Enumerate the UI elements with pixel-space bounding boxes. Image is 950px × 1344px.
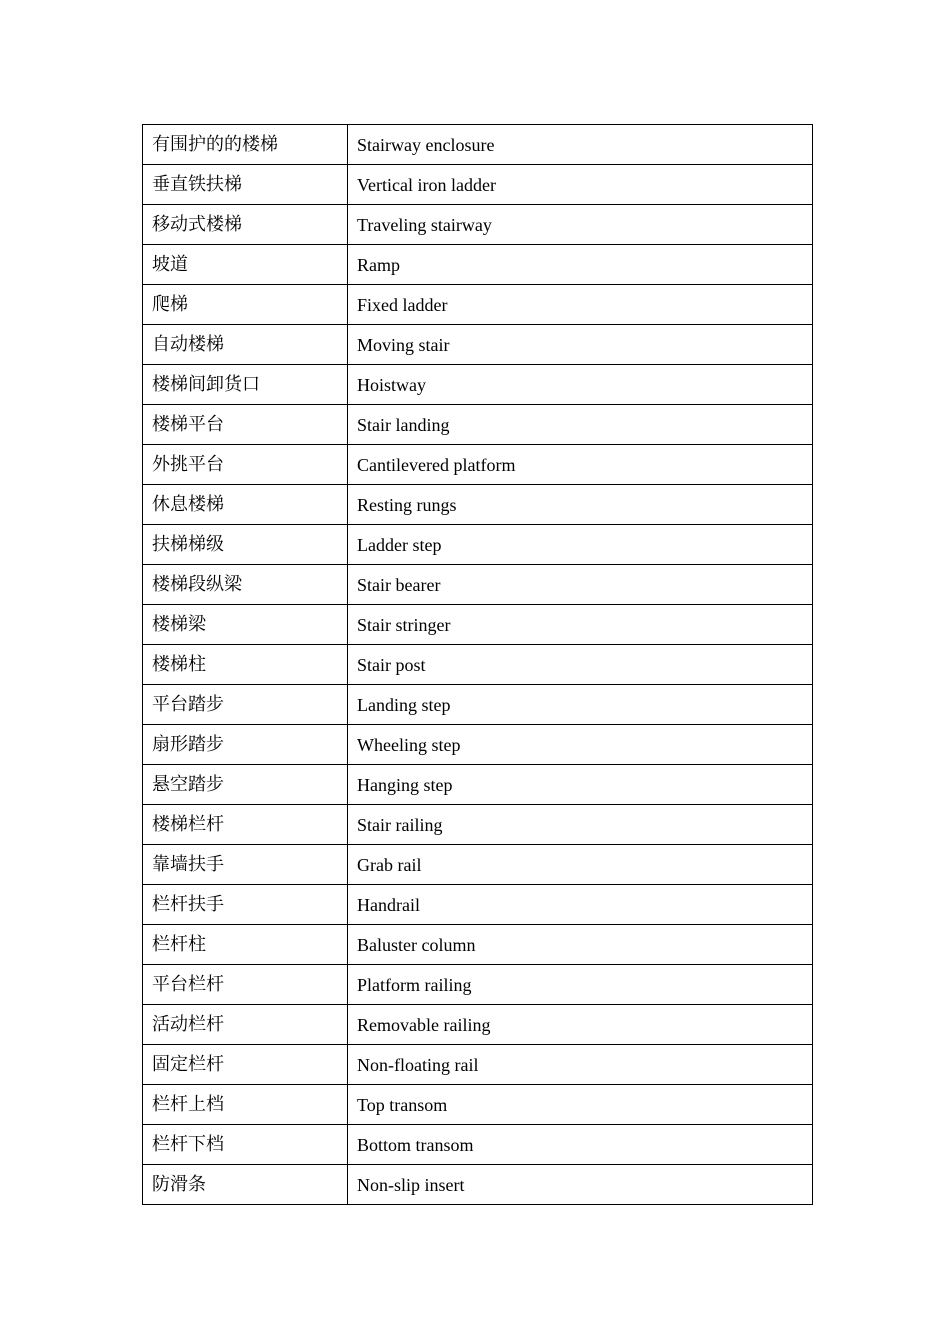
table-row [143, 1005, 813, 1045]
table-row [143, 645, 813, 685]
chinese-term-cell: 有围护的的楼梯 [143, 125, 348, 165]
english-term-cell: Stair railing [348, 805, 813, 845]
english-term-cell: Ladder step [348, 525, 813, 565]
english-term-cell: Ramp [348, 245, 813, 285]
table-row [143, 525, 813, 565]
english-term-cell: Grab rail [348, 845, 813, 885]
chinese-term-cell: 栏杆上档 [143, 1085, 348, 1125]
chinese-term-cell: 扶梯梯级 [143, 525, 348, 565]
chinese-term-cell: 活动栏杆 [143, 1005, 348, 1045]
english-term-cell: Hoistway [348, 365, 813, 405]
chinese-term-cell: 扇形踏步 [143, 725, 348, 765]
chinese-term-cell: 防滑条 [143, 1165, 348, 1205]
english-term-cell: Stair stringer [348, 605, 813, 645]
english-term-cell: Top transom [348, 1085, 813, 1125]
chinese-term-cell: 爬梯 [143, 285, 348, 325]
table-row [143, 845, 813, 885]
table-row [143, 685, 813, 725]
english-term-cell: Stair landing [348, 405, 813, 445]
table-row [143, 245, 813, 285]
english-term-cell: Bottom transom [348, 1125, 813, 1165]
english-term-cell: Non-slip insert [348, 1165, 813, 1205]
chinese-term-cell: 楼梯栏杆 [143, 805, 348, 845]
table-row [143, 445, 813, 485]
chinese-term-cell: 悬空踏步 [143, 765, 348, 805]
english-term-cell: Removable railing [348, 1005, 813, 1045]
english-term-cell: Hanging step [348, 765, 813, 805]
english-term-cell: Traveling stairway [348, 205, 813, 245]
table-row [143, 765, 813, 805]
chinese-term-cell: 楼梯间卸货口 [143, 365, 348, 405]
chinese-term-cell: 栏杆柱 [143, 925, 348, 965]
glossary-table [142, 124, 813, 1205]
chinese-term-cell: 垂直铁扶梯 [143, 165, 348, 205]
english-term-cell: Resting rungs [348, 485, 813, 525]
chinese-term-cell: 休息楼梯 [143, 485, 348, 525]
english-term-cell: Handrail [348, 885, 813, 925]
chinese-term-cell: 楼梯柱 [143, 645, 348, 685]
glossary-table-body [143, 125, 813, 1205]
table-row [143, 805, 813, 845]
english-term-cell: Non-floating rail [348, 1045, 813, 1085]
table-row [143, 885, 813, 925]
table-row [143, 725, 813, 765]
table-row [143, 925, 813, 965]
english-term-cell: Landing step [348, 685, 813, 725]
chinese-term-cell: 靠墙扶手 [143, 845, 348, 885]
english-term-cell: Stair post [348, 645, 813, 685]
chinese-term-cell: 平台栏杆 [143, 965, 348, 1005]
table-row [143, 205, 813, 245]
english-term-cell: Platform railing [348, 965, 813, 1005]
table-row [143, 125, 813, 165]
english-term-cell: Wheeling step [348, 725, 813, 765]
chinese-term-cell: 固定栏杆 [143, 1045, 348, 1085]
english-term-cell: Baluster column [348, 925, 813, 965]
english-term-cell: Moving stair [348, 325, 813, 365]
table-row [143, 1125, 813, 1165]
table-row [143, 965, 813, 1005]
table-row [143, 1085, 813, 1125]
chinese-term-cell: 外挑平台 [143, 445, 348, 485]
english-term-cell: Vertical iron ladder [348, 165, 813, 205]
table-row [143, 365, 813, 405]
chinese-term-cell: 楼梯段纵梁 [143, 565, 348, 605]
table-row [143, 405, 813, 445]
english-term-cell: Stairway enclosure [348, 125, 813, 165]
english-term-cell: Stair bearer [348, 565, 813, 605]
english-term-cell: Cantilevered platform [348, 445, 813, 485]
chinese-term-cell: 自动楼梯 [143, 325, 348, 365]
chinese-term-cell: 移动式楼梯 [143, 205, 348, 245]
chinese-term-cell: 楼梯平台 [143, 405, 348, 445]
chinese-term-cell: 栏杆扶手 [143, 885, 348, 925]
table-row [143, 325, 813, 365]
table-row [143, 485, 813, 525]
english-term-cell: Fixed ladder [348, 285, 813, 325]
table-row [143, 605, 813, 645]
table-row [143, 1165, 813, 1205]
table-row [143, 1045, 813, 1085]
table-row [143, 285, 813, 325]
table-row [143, 565, 813, 605]
chinese-term-cell: 栏杆下档 [143, 1125, 348, 1165]
chinese-term-cell: 平台踏步 [143, 685, 348, 725]
chinese-term-cell: 楼梯梁 [143, 605, 348, 645]
chinese-term-cell: 坡道 [143, 245, 348, 285]
table-row [143, 165, 813, 205]
